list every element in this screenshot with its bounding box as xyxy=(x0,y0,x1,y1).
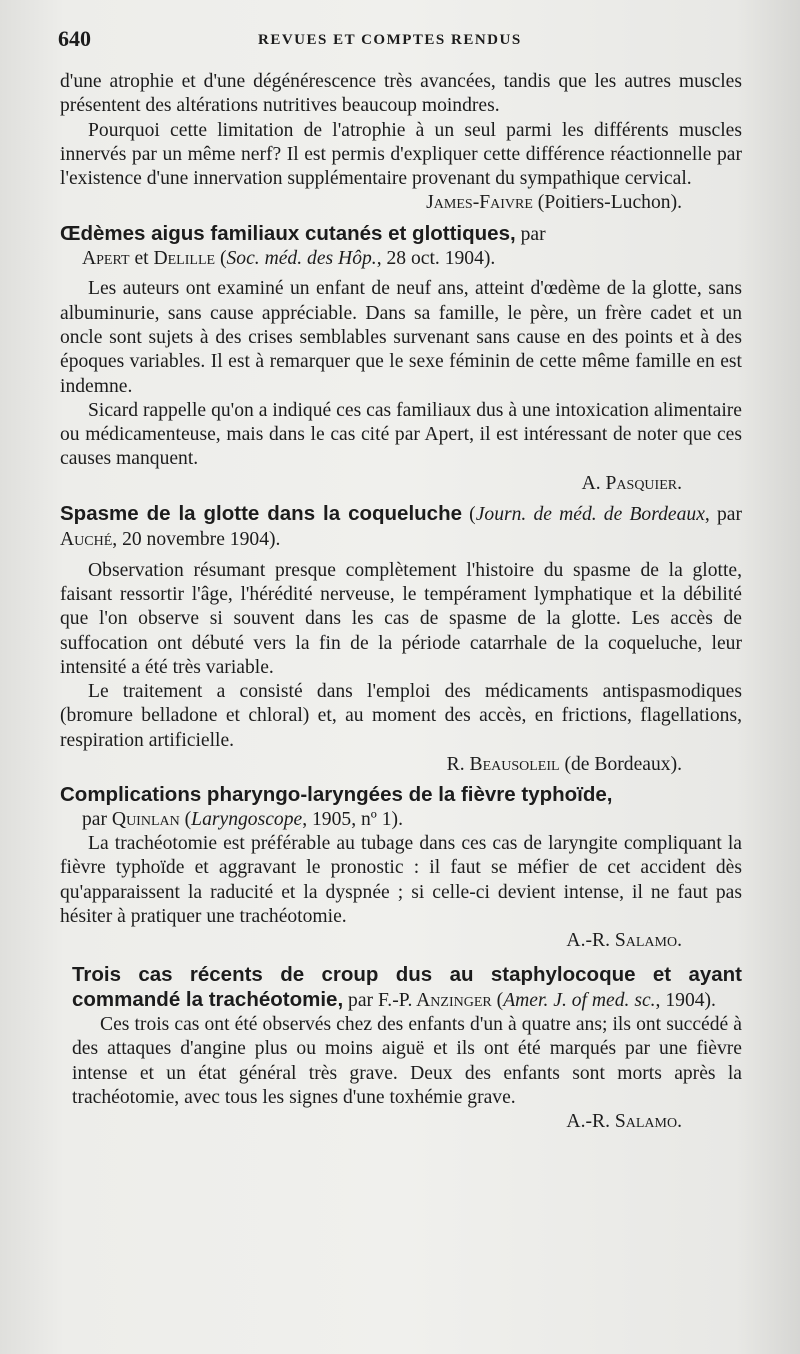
signature-name: R. Beausoleil xyxy=(446,754,560,776)
article-4-title: Trois cas récents de croup dus au staphylocoque et ayant commandé la trachéotomie, xyxy=(72,963,742,1011)
article-4-author: F.-P. Anzinger xyxy=(377,989,492,1011)
article-3-author: Quinlan xyxy=(111,808,180,830)
article-1-author-1: Apert xyxy=(82,248,130,270)
article-4-signature xyxy=(72,1110,682,1134)
article-4-paragraph-1: Ces trois cas ont été observés chez des enfants d'un à quatre ans; ils ont succédé à des attaques d'angine plus ou moins aiguë et ils ont été marqués par une fièvre intense et un état général très grave. Deux des enfants sont morts après la trachéotomie, avec tous les signes d'une toxhémie grave. xyxy=(72,1013,742,1108)
article-2-title: Spasme de la glotte dans la coqueluche xyxy=(60,502,463,526)
article-1-paragraph-1: Les auteurs ont examiné un enfant de neuf ans, atteint d'œdème de la glotte, sans albuminurie, sans cause appréciable. Dans sa famille, le père, un frère cadet et un oncle sont sujets à des crises semblables survenant sans cause en des points et à des époques variables. Il est à remarquer que le sexe féminin de cette même famille en est indemne. xyxy=(60,278,742,397)
article-2-paren: ( xyxy=(462,504,476,526)
article-4-source: Amer. J. of med. sc. xyxy=(503,989,656,1011)
article-2-by: , par xyxy=(704,504,742,526)
article-1-title: Œdèmes aigus familiaux cutanés et glottiques, xyxy=(60,221,516,245)
article-1-paren: ( xyxy=(215,248,227,270)
article-4-date: , 1904). xyxy=(655,989,716,1011)
article-3-date: , 1905, nº 1). xyxy=(302,808,403,830)
signature-place: (de Bordeaux). xyxy=(559,754,682,776)
article-2-paragraph-1: Observation résumant presque complètement l'histoire du spasme de la glotte, faisant ressortir l'âge, l'hérédité nerveuse, le tempérament lymphatique et la débilité que l'on observe si souvent dans les cas de spasme de la glotte. Les accès de suffocation ont débuté vers la fin de la période catarrhale de la coqueluche, leur intensité a été très variable. xyxy=(60,559,742,678)
page-number: 640 xyxy=(58,26,91,51)
running-head: REVUES ET COMPTES RENDUS xyxy=(258,32,522,48)
article-3-title: Complications pharyngo-laryngées de la fièvre typhoïde, xyxy=(60,783,613,807)
article-1-by: par xyxy=(515,223,546,245)
intro-paragraph-2: Pourquoi cette limitation de l'atrophie à un seul parmi les différents muscles innervés par un même nerf? Il est permis d'expliquer cette différence réactionnelle par l'existence d'une innervation supplémentaire provenant du sympathique cervical. xyxy=(60,119,742,190)
article-2-signature xyxy=(60,753,682,777)
article-3-title-line xyxy=(60,783,742,807)
article-3-by: par xyxy=(82,808,112,830)
signature-name: A. Pasquier. xyxy=(581,472,682,494)
signature-place: (Poitiers-Luchon). xyxy=(532,192,682,214)
article-4-by: par xyxy=(343,989,378,1011)
signature-name: A.-R. Salamo. xyxy=(566,1111,682,1133)
article-1-and: et xyxy=(129,248,154,270)
article-2-author: Auché xyxy=(60,529,113,551)
article-1-reference xyxy=(60,247,742,271)
article-2-title-line xyxy=(60,502,742,553)
article-3-signature xyxy=(60,929,682,953)
intro-signature xyxy=(60,191,682,215)
article-2-source: Journ. de méd. de Bordeaux xyxy=(475,504,705,526)
signature-name: James-Faivre xyxy=(426,192,533,214)
article-3-source: Laryngoscope xyxy=(191,808,303,830)
article-1-signature xyxy=(60,472,682,496)
article-4-title-line xyxy=(72,963,742,1013)
article-4-paren: ( xyxy=(491,989,504,1011)
article-1-author-2: Delille xyxy=(153,248,216,270)
article-1-title-line xyxy=(60,222,742,247)
page-header xyxy=(58,26,738,54)
article-3-reference xyxy=(60,808,742,832)
intro-paragraph-1: d'une atrophie et d'une dégénérescence très avancées, tandis que les autres muscles présentent des altérations nutritives beaucoup moindres. xyxy=(60,71,742,117)
article-1-source: Soc. méd. des Hôp. xyxy=(226,248,377,270)
signature-name: A.-R. Salamo. xyxy=(566,930,682,952)
article-1-paragraph-2: Sicard rappelle qu'on a indiqué ces cas familiaux dus à une intoxication alimentaire ou médicamenteuse, mais dans le cas cité par Apert, il est intéressant de noter que ces causes manquent. xyxy=(60,399,742,470)
article-2-paragraph-2: Le traitement a consisté dans l'emploi des médicaments antispasmodiques (bromure belladone et chloral) et, au moment des accès, en frictions, flagellations, respiration artificielle. xyxy=(60,681,742,751)
article-1-date: , 28 oct. 1904). xyxy=(376,248,496,270)
article-2-date: , 20 novembre 1904). xyxy=(112,529,281,551)
article-3-paragraph-1: La trachéotomie est préférable au tubage dans ces cas de laryngite compliquant la fièvre typhoïde et aggravant le pronostic : il faut se méfier de cet accident dès qu'apparaissent la raducité et la dyspnée ; si celle-ci devient intense, il ne faut pas hésiter à pratiquer une trachéotomie. xyxy=(60,832,742,927)
article-3-paren: ( xyxy=(179,808,192,830)
page-body xyxy=(60,70,742,1134)
article-4 xyxy=(72,963,742,1134)
